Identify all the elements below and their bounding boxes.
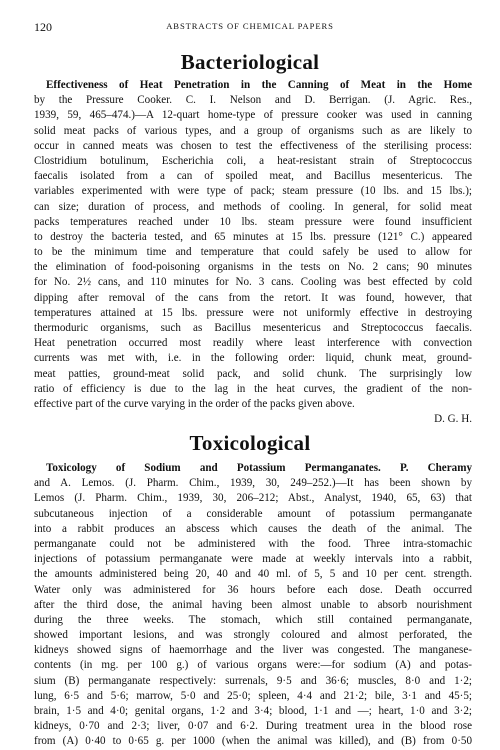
text-line: meat patties, ground-meat solid pack, and solid chunk. The surprisingly low (34, 367, 472, 380)
text-line: effective part of the curve varying in the order of the packs given above. (34, 397, 355, 410)
text-line: sium (B) permanganate respectively: surrenals, 9·5 and 36·6; muscles, 8·0 and 1·2; (34, 674, 472, 687)
text-line: thermoduric organisms, such as Bacillus mesentericus and Streptococcus faecalis. (34, 322, 472, 334)
text-line: for No. 2½ cans, and 110 minutes for No. 3 cans. Cooling was best effected by cold (34, 276, 472, 289)
text-line: faecalis isolated from a can of spoiled meat, and Bacillus mesentericus. The (34, 170, 472, 183)
text-line: lung, 6·5 and 5·6; marrow, 5·0 and 25·0; spleen, 4·4 and 21·2; bile, 3·1 and 45·5; (34, 689, 472, 702)
section-heading-toxicological: Toxicological (189, 431, 311, 455)
text-line: and A. Lemos. (J. Pharm. Chim., 1939, 30, 249–252.)—It has been shown by (34, 477, 472, 490)
text-line: after the third dose, the animal having been almost unable to absorb nourishment (34, 598, 472, 611)
text-line: 1939, 59, 465–474.)—A 12-quart home-type of pressure cooker was used in canning (34, 109, 472, 122)
text-line: solid meat packs of various types, and a group of organisms such as are likely to (34, 124, 472, 137)
text-line: subcutaneous injection of a considerable amount of potassium permanganate (34, 507, 472, 520)
text-line: Heat penetration occurred most readily where least interference with convection (34, 337, 472, 350)
text-line: showed important lesions, and was strongly coloured and almost perforated, the (34, 629, 472, 642)
text-line: variables experimented with were type of pack; steam pressure (10 lbs. and 15 lbs.); (34, 185, 472, 198)
text-line: kidneys, 0·70 and 2·3; liver, 0·07 and 6·2. During treatment urea in the blood rose (34, 720, 472, 733)
text-line: during the three weeks. The stomach, which still contained permanganate, (34, 613, 472, 626)
text-line: Lemos (J. Pharm. Chim., 1939, 30, 206–212; Abst., Analyst, 1940, 65, 63) that (34, 492, 472, 505)
text-line: by the Pressure Cooker. C. I. Nelson and D. Berrigan. (J. Agric. Res., (34, 94, 472, 107)
text-line: from (A) 0·40 to 0·65 g. per 1000 (when the animal was killed), and (B) from 0·50 (34, 735, 472, 748)
running-head (34, 20, 466, 34)
text-line: ratio of efficiency is due to the lag in the heat curves, the gradient of the non- (34, 382, 472, 395)
abstract-permanganates (34, 461, 472, 750)
text-line: brain, 1·5 and 4·0; genital organs, 1·2 and 3·4; blood, 1·1 and —; heart, 1·0 and 3·2; (34, 705, 472, 717)
text-line: temperatures attained at 15 lbs. pressure were not uniformly effective in destroying (34, 306, 472, 319)
text-line: to destroy the bacteria tested, and 65 minutes at 15 lbs. pressure (121° C.) appeared (34, 230, 472, 243)
page-number: 120 (34, 20, 52, 34)
text-line: Effectiveness of Heat Penetration in the Canning of Meat in the Home (46, 79, 472, 91)
text-line: packs temperatures reached under 10 lbs. steam pressure were found insufficient (34, 215, 472, 228)
text-line: Toxicology of Sodium and Potassium Permanganates. P. Cheramy (46, 462, 472, 474)
abstract-heat-penetration (34, 78, 472, 427)
section-heading-bacteriological: Bacteriological (180, 50, 320, 74)
text-line: kidneys showed signs of haemorrhage and the liver was congested. The manganese- (34, 644, 472, 657)
text-line: occur in canned meats was chosen to test the effectiveness of the sterilising process: (34, 139, 472, 152)
text-line: to be the minimum time and temperature that could safely be used to allow for (34, 246, 472, 259)
text-line: the amounts administered being 20, 40 and 40 ml. of 5, 5 and 10 per cent. strength. (34, 568, 472, 581)
author-signature: D. G. H. (434, 413, 472, 426)
text-line: Water only was administered for 36 hours before each dose. Death occurred (34, 583, 472, 596)
text-line: currents was met with, i.e. in the following order: liquid, chunk meat, ground- (34, 352, 472, 365)
text-line: permanganate could not be administered with the food. Three intra-stomachic (34, 537, 472, 550)
text-line: into a rabbit produces an abscess which causes the death of the animal. The (34, 522, 472, 535)
text-line: contents (in mg. per 100 g.) of various organs were:—for sodium (A) and potas- (34, 659, 472, 672)
text-line: Clostridium botulinum, Escherichia coli, a heat-resistant strain of Streptococcus (34, 154, 472, 167)
text-line: the elimination of food-poisoning organisms in the tests on No. 2 cans; 90 minutes (34, 261, 472, 274)
journal-title: ABSTRACTS OF CHEMICAL PAPERS (166, 21, 334, 31)
text-line: can size; duration of process, and methods of cooling. In general, for solid meat (34, 200, 472, 213)
text-line: injections of potassium permanganate were made at weekly intervals into a rabbit, (34, 553, 472, 566)
text-line: dipping after removal of the cans from the retort. It was found, however, that (34, 291, 472, 304)
